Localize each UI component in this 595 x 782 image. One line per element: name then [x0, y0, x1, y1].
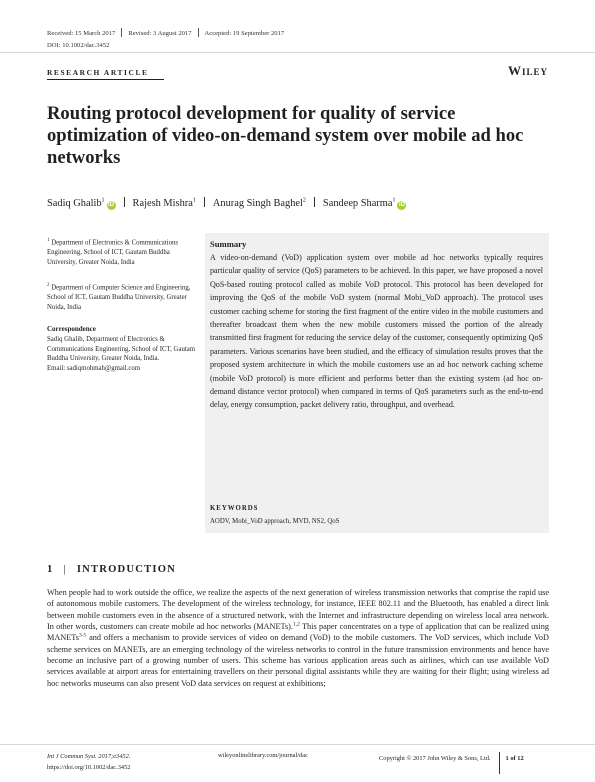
divider: [204, 197, 205, 207]
article-type: RESEARCH ARTICLE: [47, 68, 149, 77]
section-heading: [47, 564, 176, 575]
divider: |: [63, 564, 67, 575]
paper-title: Routing protocol development for quality of service optimization of video-on-demand system over mobile ad hoc networks: [47, 103, 524, 168]
revised-date: Revised: 3 August 2017: [128, 30, 192, 37]
author-name[interactable]: Sandeep Sharma: [322, 198, 393, 209]
journal-site-link[interactable]: wileyonlinelibrary.com/journal/dac: [218, 752, 308, 759]
affiliation-number: 1: [47, 238, 50, 243]
author-affiliation-ref: 1: [101, 197, 105, 204]
citation-ref[interactable]: 1,2: [292, 621, 300, 628]
accepted-date: Accepted: 19 September 2017: [204, 30, 285, 37]
author-affiliation-ref: 1: [392, 197, 396, 204]
received-date: Received: 15 March 2017: [47, 30, 116, 37]
footer-rule: [0, 744, 595, 745]
footer-citation: [47, 752, 131, 773]
affiliation: [47, 236, 197, 267]
divider: [121, 28, 122, 37]
author-name[interactable]: Rajesh Mishra: [132, 198, 193, 209]
body-text-part: When people had to work outside the office, we realize the aspects of the next generation of wireless transmission networks that comprise the rapid use of autonomous mobile customers. The development of the wireless technology, for instance, IEEE 802.11 and the Bluetooth, has enabled a direct link between mobile customers even in the absence of a structured network, with the Internet and infrastructure depending on wireless local area network. In other words, customers can create mobile ad hoc networks (MANETs).: [47, 588, 549, 632]
affiliation: [47, 281, 197, 312]
correspondence-block: [47, 335, 197, 373]
keywords-heading: KEYWORDS: [210, 505, 259, 512]
section-number: 1: [47, 564, 54, 575]
author-name[interactable]: Anurag Singh Baghel: [212, 198, 303, 209]
keywords-text: AODV, Mobi_VoD approach, MVD, NS2, QoS: [210, 518, 340, 525]
orcid-icon[interactable]: iD: [398, 202, 405, 208]
divider: [198, 28, 199, 37]
publisher-logo: Wiley: [507, 63, 548, 78]
affiliation-text: Department of Electronics & Communications Engineering, School of ICT, Gautam Buddha University, Greater Noida, India: [47, 239, 179, 266]
journal-citation: Int J Commun Syst. 2017;e3452.: [47, 753, 131, 760]
copyright: Copyright © 2017 John Wiley & Sons, Ltd.: [379, 755, 491, 762]
citation-ref[interactable]: 3-5: [78, 632, 87, 639]
article-type-underline: [47, 79, 164, 80]
correspondence-email[interactable]: Email: sadiqmohmah@gmail.com: [47, 364, 141, 372]
body-text-part: and offers a mechanism to provide services of video on demand (VoD) to the mobile customers. The VoD services, which include VoD scheme services on MANETs, are an emerging technology of the wireless networks to control in the future transmission environments and hence have become an inclusive part of a growing number of users. This scheme has various application areas such as airlines, which can use available VoD services available at airport areas for entertaining travellers on their personal digital assistants while they are waiting for their flight; using wireless ad hoc networks museums can also present VoD data services on request at exhibitions;: [47, 633, 549, 688]
body-text-part: This paper concentrates on a type of application that can be realized using MANETs: [47, 622, 549, 643]
correspondence-heading: Correspondence: [47, 325, 96, 333]
footer-right: [379, 752, 524, 774]
article-doi[interactable]: DOI: 10.1002/dac.3452: [47, 42, 110, 49]
author-affiliation-ref: 1: [192, 197, 196, 204]
affiliation-number: 2: [47, 283, 50, 288]
author-list: [47, 197, 406, 210]
orcid-icon[interactable]: iD: [108, 202, 115, 208]
intro-paragraph: [47, 587, 549, 689]
section-title: INTRODUCTION: [76, 564, 176, 575]
author-name[interactable]: Sadiq Ghalib: [47, 198, 102, 209]
summary-heading: Summary: [210, 239, 247, 249]
divider: [499, 752, 500, 774]
summary-text: A video-on-demand (VoD) application system over mobile ad hoc networks typically requires particular quality of service (QoS) parameters to be achieved. In this paper, we have proposed a novel QoS-based routing protocol called as mobile VoD protocol. This protocol has been developed for improving the QoS of the mobile VoD system (normal Mobi_VoD approach). The protocol uses customer caching scheme for storing the first fragment of the entire video in the mobile customers and thereafter broadcast them when the new mobile customers missed the portion of the already transmitted first fragment for reducing the service delay of the customer, consequently optimizing QoS parameters. Various scenarios have been studied, and the efficacy of simulation results proves that the proposed system architecture in which the mobile customers use an ad hoc network caching scheme (mobile VoD protocol) is more efficient and performs better than the existing system (ad hoc on-demand distance vector protocol) when compared in terms of QoS parameters such as the end-to-end delay, energy consumption, packet delivery ratio, throughput, and overhead.: [210, 253, 543, 410]
page-number: 1 of 12: [505, 755, 524, 762]
divider: [314, 197, 315, 207]
article-dates: [47, 28, 284, 37]
correspondence-text: Sadiq Ghalib, Department of Electronics & Communications Engineering, School of ICT, Gautam Buddha University, Greater Noida, India.: [47, 336, 196, 363]
doi-link[interactable]: https://doi.org/10.1002/dac.3452: [47, 763, 131, 771]
header-rule: [0, 52, 595, 53]
divider: [124, 197, 125, 207]
affiliation-text: Department of Computer Science and Engineering, School of ICT, Gautam Buddha University, Greater Noida, India: [47, 284, 191, 311]
author-affiliation-ref: 2: [302, 197, 306, 204]
